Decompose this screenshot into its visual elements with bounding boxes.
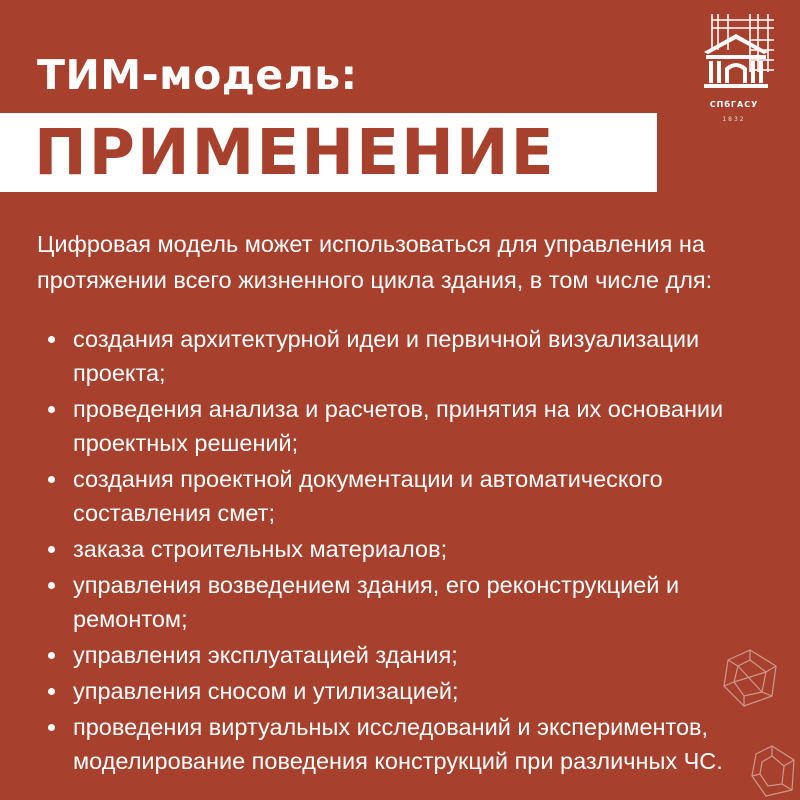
bullet-dot-icon xyxy=(48,406,55,413)
list-item xyxy=(37,322,787,390)
list-item-text: заказа строительных материалов; xyxy=(73,536,448,562)
bullet-dot-icon xyxy=(48,652,55,659)
list-item xyxy=(37,462,787,530)
university-building-icon xyxy=(694,10,784,130)
list-item xyxy=(37,392,787,460)
application-list xyxy=(37,322,787,780)
list-item xyxy=(37,532,787,566)
list-item xyxy=(37,638,787,672)
bullet-dot-icon xyxy=(48,724,55,731)
page-subtitle: ТИМ-модель: xyxy=(37,51,358,99)
list-item-text: управления сносом и утилизацией; xyxy=(73,678,459,704)
list-item xyxy=(37,568,787,636)
list-item xyxy=(37,710,787,778)
bullet-dot-icon xyxy=(48,476,55,483)
wireframe-shape-icon xyxy=(748,740,798,798)
bullet-dot-icon xyxy=(48,688,55,695)
logo-year: 1832 xyxy=(722,116,746,123)
wireframe-shape-icon xyxy=(718,646,782,710)
list-item-text: управления возведением здания, его реконструкцией и ремонтом; xyxy=(73,572,680,632)
intro-paragraph: Цифровая модель может использоваться для управления на протяжении всего жизненного цикла здания, в том числе для: xyxy=(37,231,713,293)
bullet-dot-icon xyxy=(48,582,55,589)
list-item-text: создания проектной документации и автоматического составления смет; xyxy=(73,466,663,526)
list-item xyxy=(37,674,787,708)
list-item-text: управления эксплуатацией здания; xyxy=(73,642,458,668)
logo-name: СПбГАСУ xyxy=(709,100,759,109)
list-item-text: создания архитектурной идеи и первичной визуализации проекта; xyxy=(73,326,700,386)
list-item-text: проведения анализа и расчетов, принятия на их основании проектных решений; xyxy=(73,396,724,456)
bullet-dot-icon xyxy=(48,336,55,343)
page-title: ПРИМЕНЕНИЕ xyxy=(34,116,556,189)
list-item-text: проведения виртуальных исследований и экспериментов, моделирование поведения конструкций при различных ЧС. xyxy=(73,714,723,774)
bullet-dot-icon xyxy=(48,546,55,553)
